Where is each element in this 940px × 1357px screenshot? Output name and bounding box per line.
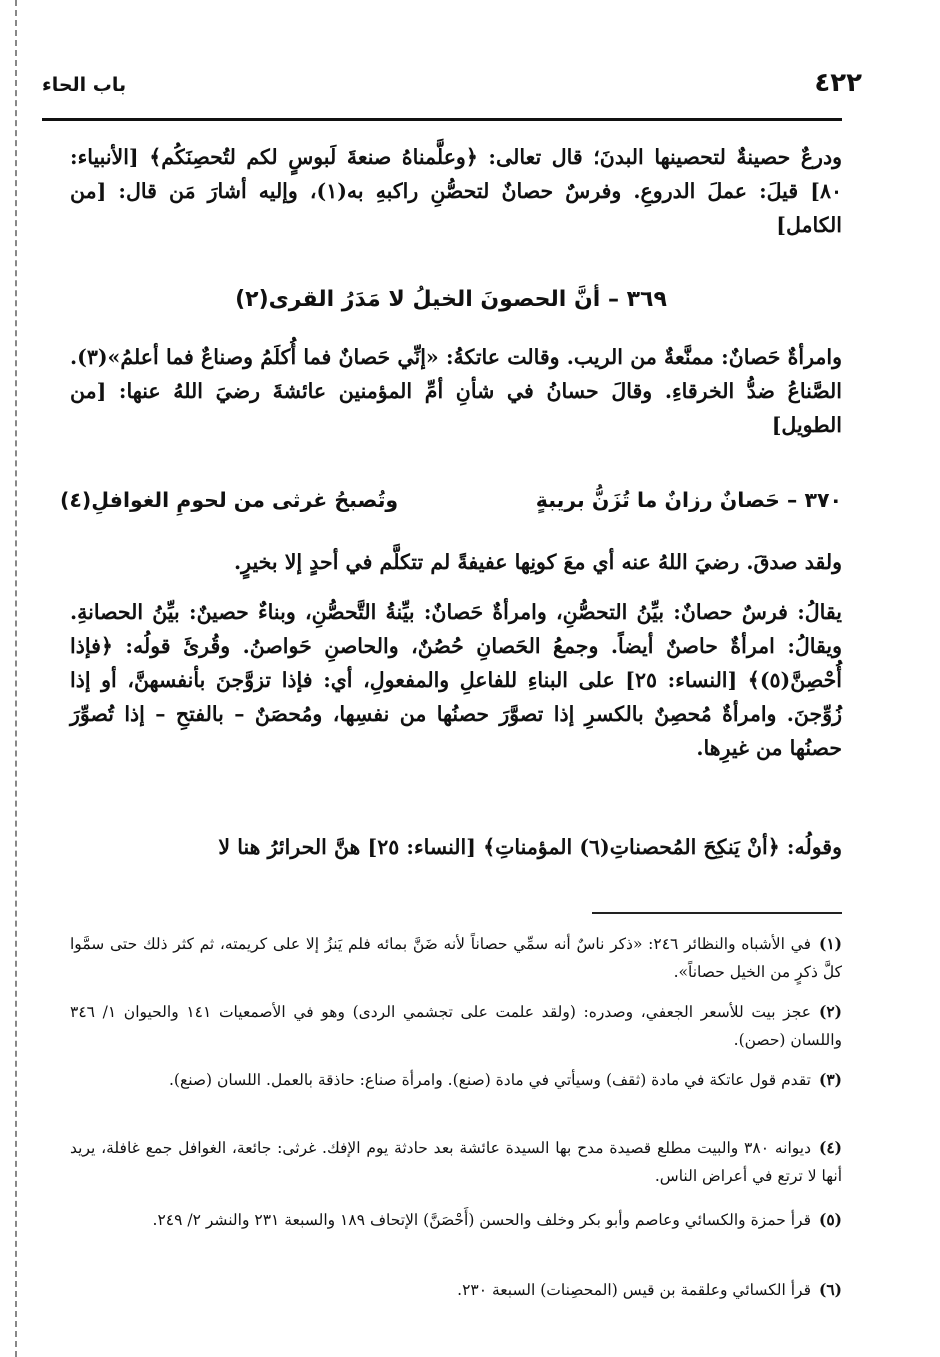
footnote-rule xyxy=(592,912,842,914)
footnote-3 xyxy=(70,1066,842,1094)
paragraph-3: ولقد صدقَ. رضيَ اللهُ عنه أي معَ كونِها عفيفةً لم تتكلَّم في أحدٍ إلا بخيرٍ. xyxy=(234,550,842,574)
footnote-5 xyxy=(70,1206,842,1234)
running-title: باب الحاء xyxy=(42,74,127,96)
footnote-number: (١) xyxy=(818,934,842,953)
footnote-text: تقدم قول عاتكة في مادة (ثقف) وسيأتي في مادة (صنع). وامرأة صناع: حاذقة بالعمل. اللسان (صنع). xyxy=(168,1071,811,1089)
page-number: ٤٢٢ xyxy=(814,68,862,98)
footnote-6 xyxy=(70,1276,842,1304)
verse-second-hemistich: وتُصبحُ غرثى من لحومِ الغوافلِ(٤) xyxy=(60,488,399,512)
footnote-number: (٤) xyxy=(818,1138,842,1157)
paragraph-4: يقالُ: فرسٌ حصانٌ: بيِّنُ التحصُّنِ، وامرأةٌ حَصانٌ: بيِّنةُ التَّحصُّنِ، وبناءٌ حصينٌ: بيِّنُ الحصانةِ. ويقالُ: امرأةٌ حاصنٌ أيضاً. وجمعُ الحَصانِ حُصُنٌ، والحاصنِ حَواصنُ. وقُرئَ قولُه: ﴿فإذا أُحْصِنَّ(٥)﴾ [النساء: ٢٥] على البناءِ للفاعلِ والمفعولِ، أي: فإذا تزوَّجنَ بأنفسهنَّ، أو إذا زُوِّجنَ. وامرأةٌ مُحصِنٌ بالكسرِ إذا تصوَّرَ حصنُها من نفسِها، ومُحصَنٌ – بالفتحِ – إذا تُصوِّرَ حصنُها من غيرِها. xyxy=(70,600,842,760)
footnote-2 xyxy=(70,998,842,1054)
footnote-number: (٦) xyxy=(818,1280,842,1299)
paragraph-1: ودرعٌ حصينةٌ لتحصينها البدنَ؛ قال تعالى: ﴿وعلَّمناهُ صنعةَ لَبوسٍ لكم لتُحصِنَكُم﴾ [الأنبياء: ٨٠] قيلَ: عملَ الدروعِ. وفرسٌ حصانٌ لتحصُّنِ راكبهِ به(١)، وإليه أشارَ مَن قال: [من الكامل] xyxy=(70,145,842,237)
footnote-number: (٣) xyxy=(818,1070,842,1089)
entry-369: ٣٦٩ – أنَّ الحصونَ الخيلُ لا مَدَرُ القرى(٢) xyxy=(235,287,667,312)
entry-370 xyxy=(60,480,842,520)
footnote-text: في الأشباه والنظائر ٢٤٦: «ذكر ناسٌ أنه سمِّي حصاناً لأنه ضَنَّ بمائه فلم يَنزُ إلا على كريمته، ثم كثر ذلك حتى سمَّوا كلَّ ذكرٍ من الخيل حصاناً». xyxy=(70,935,842,981)
footnote-number: (٥) xyxy=(818,1210,842,1229)
footnote-text: قرأ الكسائي وعلقمة بن قيس (المحصِنات) السبعة ٢٣٠. xyxy=(457,1281,811,1299)
paragraph-2: وامرأةٌ حَصانٌ: ممنَّعةٌ من الريب. وقالت عاتكةُ: «إنِّي حَصانٌ فما أُكلَمُ وصناعٌ فما أعلمُ»(٣). الصَّناعُ ضدُّ الخرقاءِ. وقالَ حسانُ في شأنِ أمِّ المؤمنين عائشةَ رضيَ اللهُ عنها: [من الطويل] xyxy=(70,345,842,437)
scan-margin-line xyxy=(15,0,17,1357)
header-rule xyxy=(42,118,842,121)
footnote-text: ديوانه ٣٨٠ والبيت مطلع قصيدة مدح بها السيدة عائشة بعد حادثة يوم الإفك. غرثى: جائعة، الغوافل جمع غافلة، يريد أنها لا ترتع في أعراض الناس. xyxy=(70,1139,842,1185)
footnote-text: قرأ حمزة والكسائي وعاصم وأبو بكر وخلف والحسن (أَحْصَنَّ) الإتحاف ١٨٩ والسبعة ٢٣١ والنشر ٢/ ٢٤٩. xyxy=(152,1211,811,1229)
footnote-number: (٢) xyxy=(818,1002,842,1021)
footnote-1 xyxy=(70,930,842,986)
footnote-text: عجز بيت للأسعر الجعفي، وصدره: (ولقد علمت على تجشمي الردى) وهو في الأصمعيات ١٤١ والحيوان ١/ ٣٤٦ واللسان (حصن). xyxy=(70,1003,842,1049)
paragraph-5: وقولُه: ﴿أنْ يَنكِحَ المُحصناتِ(٦) المؤمناتِ﴾ [النساء: ٢٥] هنَّ الحرائرُ هنا لا xyxy=(218,835,842,859)
footnote-4 xyxy=(70,1134,842,1190)
verse-first-hemistich: ٣٧٠ – حَصانٌ رزانٌ ما تُزَنُّ بريبةٍ xyxy=(535,488,842,512)
